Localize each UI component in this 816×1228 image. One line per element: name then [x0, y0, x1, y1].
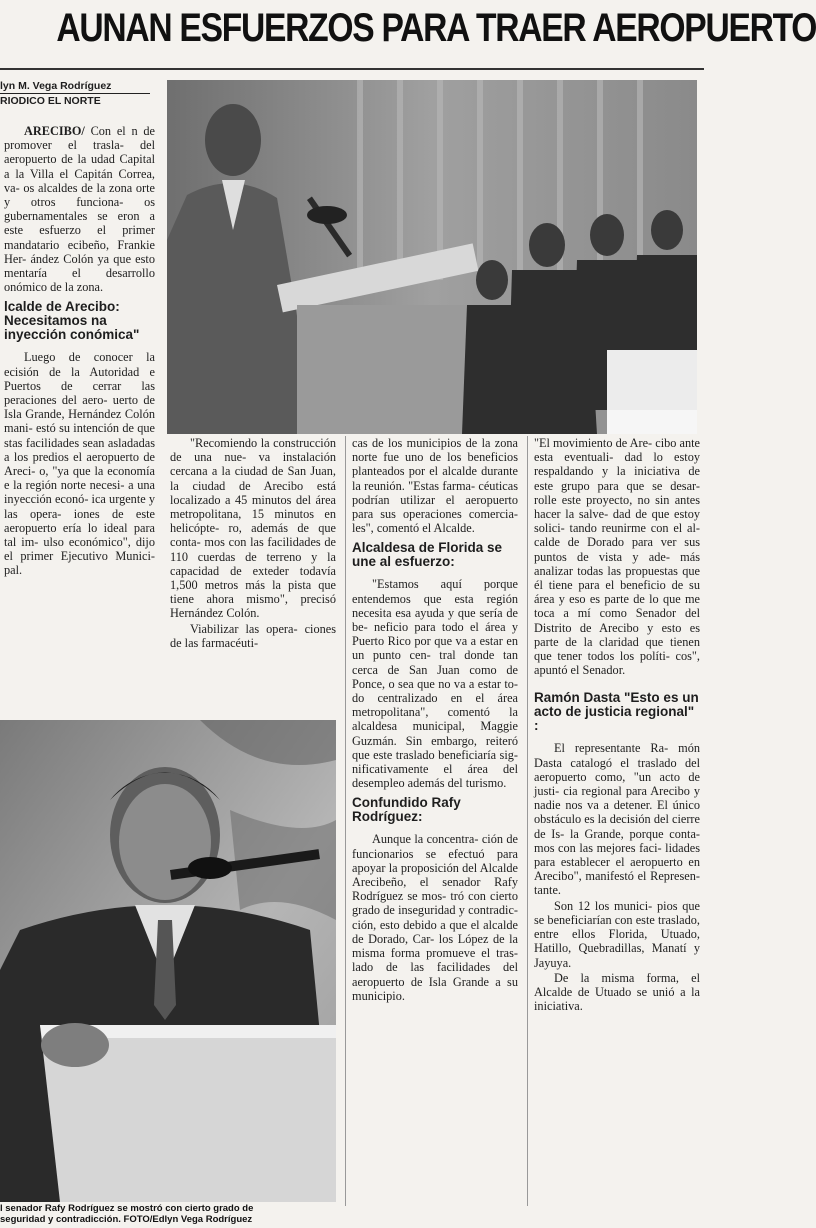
col3-paragraph-3: Aunque la concentra- ción de funcionarios se efectuó para apoyar la proposición del Alcalde Arecibeño, el senador Rafy Rodríguez se mos- tró con cierto grado de inseguridad y contradic- ción, esto debido a que el alcalde de Dorado, Car- los López de la misma forma promueve el tras- lado de las facilidades del aeropuerto de Isla Grande a su municipio.	[352, 832, 518, 1003]
col4-paragraph-4: De la misma forma, el Alcalde de Utuado se unió a la iniciativa.	[534, 970, 700, 1014]
byline-paper: RIODICO EL NORTE	[0, 95, 101, 107]
col1-subhead: lcalde de Arecibo: Necesitamos na inyección conómica"	[4, 299, 140, 343]
column-1	[4, 124, 155, 578]
column-4	[534, 436, 700, 1013]
col2-paragraph-2: Viabilizar las opera- ciones de las farmacéuti-	[170, 621, 336, 650]
senator-podium-photo	[0, 720, 336, 1202]
col3-paragraph-2: "Estamos aquí porque entendemos que esta región necesita esa ayuda y que sería de be- neficio para todo el área y Puerto Rico por que va a estar en un punto cen- tral donde tan cerca de San Juan como de Ponce, o sea que no va a estar to- do centralizado en el área metropolitana", comentó la alcaldesa municipal, Maggie Guzmán. Sin embargo, reiteró que este traslado beneficiaría sig- nificativamente el área del desempleo además del turismo.	[352, 577, 518, 791]
byline	[0, 80, 150, 107]
top-photo	[167, 80, 697, 434]
col3-paragraph-1: cas de los municipios de la zona norte fue uno de los beneficios planteados por el alcalde durante la reunión. "Estas farma- céuticas podrían utilizar el aeropuerto para sus operaciones comercia- les", comentó el Alcalde.	[352, 436, 518, 536]
bottom-photo	[0, 720, 336, 1202]
byline-rule	[0, 93, 150, 94]
col2-paragraph-1: "Recomiendo la construcción de una nue- va instalación cercana a la ciudad de San Juan, la ciudad de Arecibo está localizado a 45 minutos del área metropolitana, 15 minutos en helicópte- ro, además de que conta- mos con las facilidades de 110 cuerdas de terreno y la capacidad de exteder todavía 1,500 metros más la pista que tiene ahora mismo", precisó Hernández Colón.	[170, 436, 336, 621]
dateline: ARECIBO/	[24, 124, 85, 138]
col3-subhead-rafy: Confundido Rafy Rodríguez:	[352, 795, 461, 825]
headline: AUNAN ESFUERZOS PARA TRAER AEROPUERTO	[56, 6, 816, 50]
col1-paragraph-1: ARECIBO/ Con el n de promover el trasla- del aeropuerto de la udad Capital a la Villa el Capitán Correa, va- os alcaldes de la zona orte y otros funciona- os gubernamentales se eron a este esfuerzo el primer mandatario ecibeño, Frankie Her- ández Colón ya que esto mentaría el desarrollo onómico de la zona.	[4, 124, 155, 295]
col4-subhead-dasta: Ramón Dasta "Esto es un acto de justicia regional" :	[534, 690, 699, 734]
col4-paragraph-3: Son 12 los munici- pios que se beneficiarían con este traslado, entre ellos Florida, Utuado, Hatillo, Quebradillas, Manatí y Jayuya.	[534, 898, 700, 970]
col3-subhead-florida: Alcaldesa de Florida se une al esfuerzo:	[352, 540, 503, 570]
column-divider	[527, 436, 528, 1206]
column-3	[352, 436, 518, 1003]
column-divider	[345, 436, 346, 1206]
caption-line-1: l senador Rafy Rodríguez se mostró con cierto grado de	[0, 1203, 254, 1214]
byline-author: lyn M. Vega Rodríguez	[0, 80, 112, 92]
photo-caption	[0, 1203, 330, 1225]
headline-rule	[0, 68, 704, 70]
col1-paragraph-2: Luego de conocer la ecisión de la Autoridad e Puertos de cerrar las peraciones del aero- uerto de Isla Grande, Hernández Colón mani- estó su intención de que stas facilidades sean asladadas a los predios el aeropuerto de Areci- o, "ya que la economía e la región norte necesi- a una inyección econó- ica urgente y las opera- iones de este aeropuerto ería lo ideal para tal im- ulso económico", dijo el primer Ejecutivo Munici- pal.	[4, 350, 155, 578]
col4-paragraph-1: "El movimiento de Are- cibo ante esta eventuali- dad lo estoy respaldando y la iniciativa de este grupo para que se desar- rolle este proyecto, no sin antes hacer la salve- dad de que estoy solici- tando reunirme con el al- calde de Dorado para ver sus puntos de vista y ade- más analizar todas las propuestas que él tiene para el beneficio de su área y eso es parte de lo que me toca a mí como Senador del Distrito de Arecibo y esto es parte de la claridad que tienen que tener todos los políti- cos", apuntó el Senador.	[534, 436, 700, 678]
col4-paragraph-2: El representante Ra- món Dasta catalogó el traslado del aeropuerto como, "un acto de justi- cia regional para Arecibo y nadie nos va a detener. El único obstáculo es la decisión del cierre de Is- la Grande, porque conta- mos con las mejores faci- lidades para establecer el aeropuerto en Arecibo", manifestó el Represen- tante.	[534, 741, 700, 898]
caption-line-2: seguridad y contradicción. FOTO/Edlyn Vega Rodríguez	[0, 1214, 253, 1225]
speaker-podium-photo	[167, 80, 697, 434]
column-2	[170, 436, 336, 650]
